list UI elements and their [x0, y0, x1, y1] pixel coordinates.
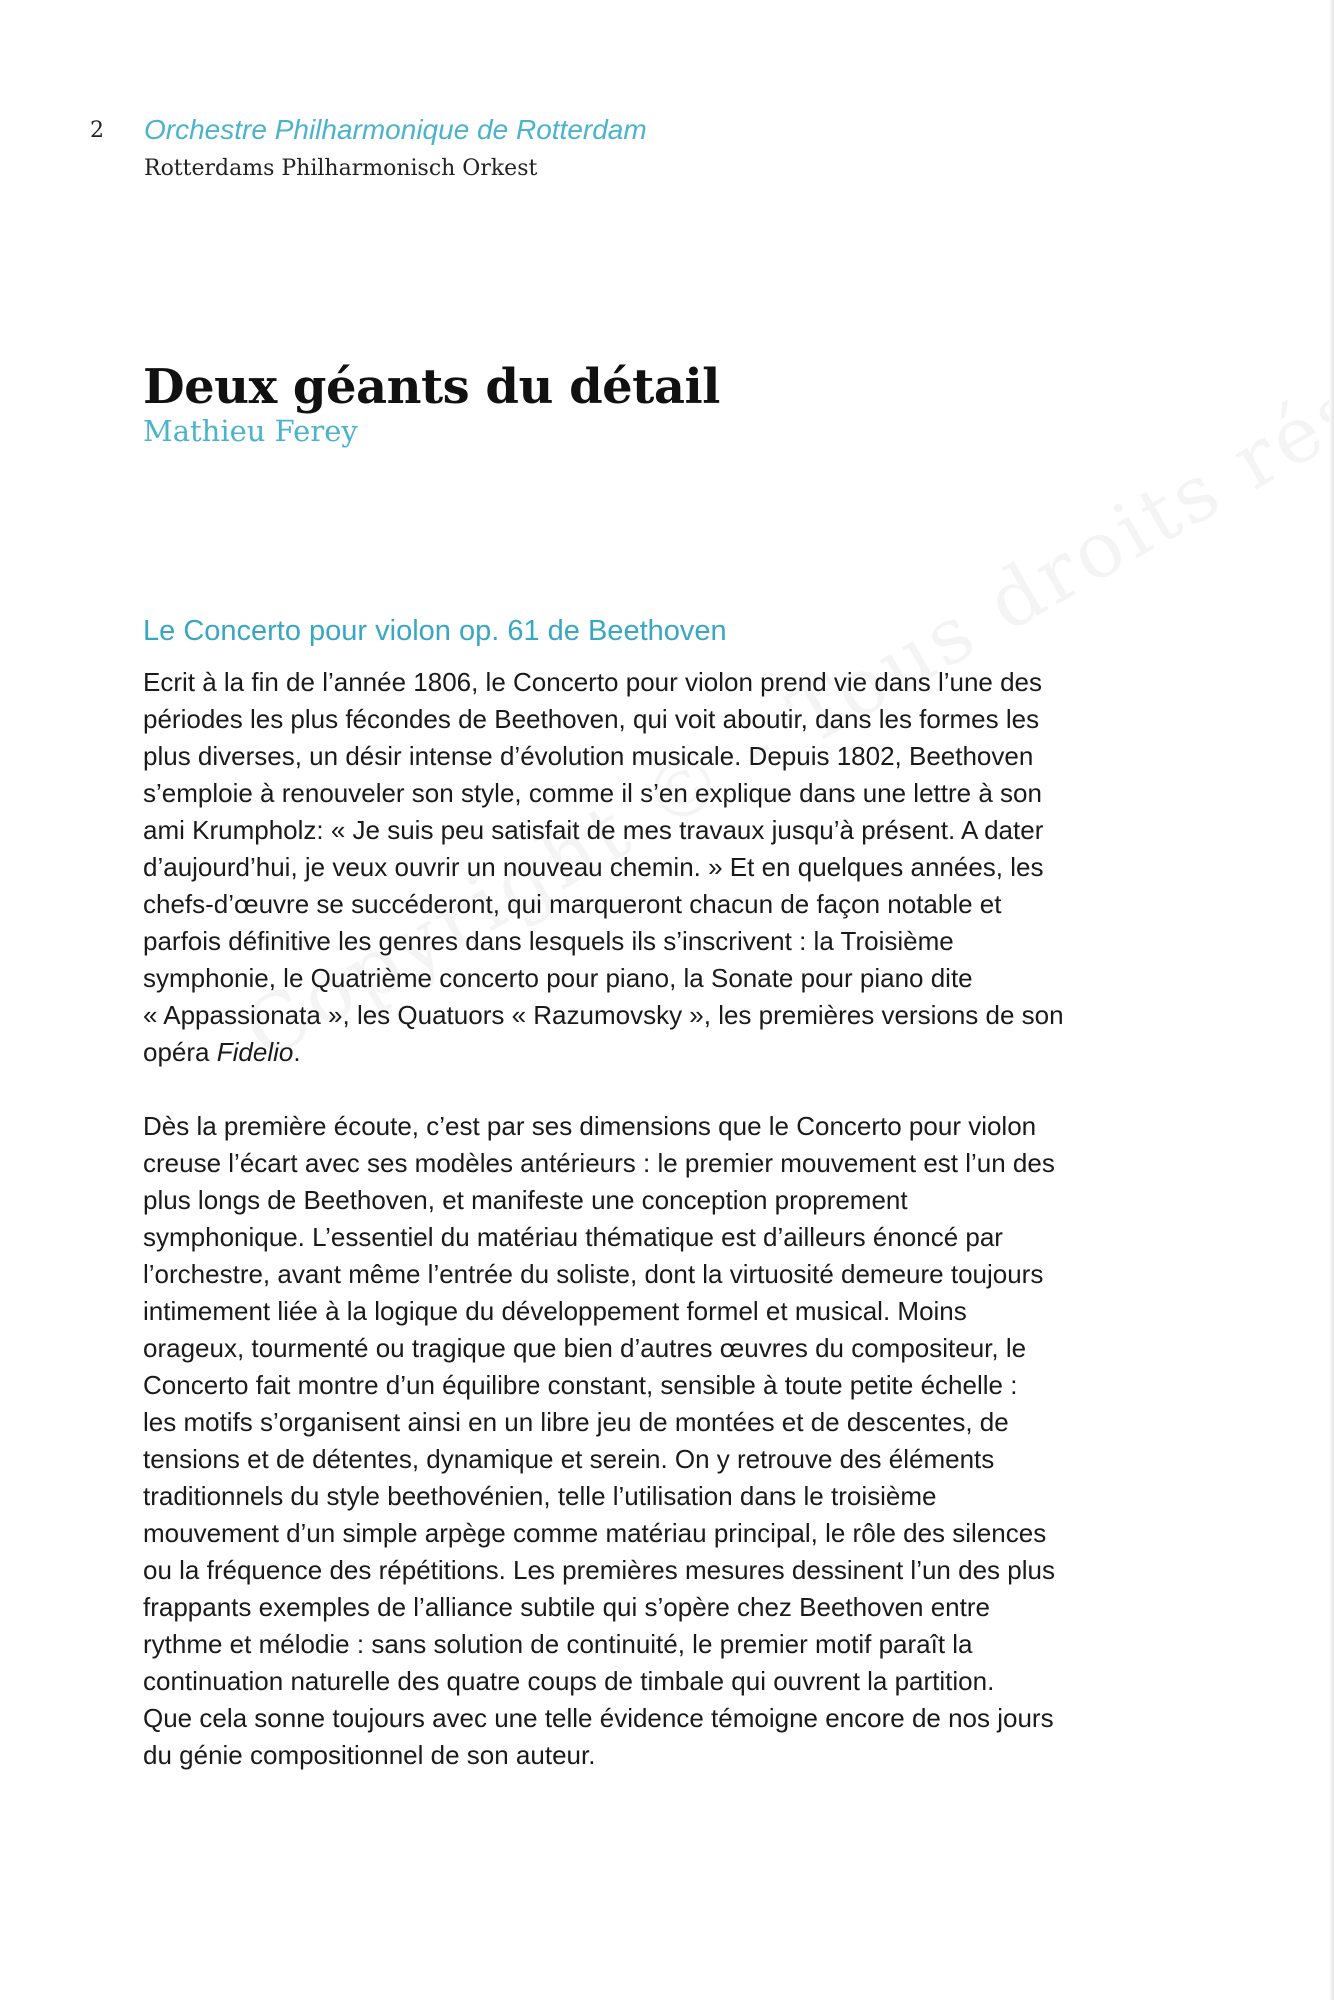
text-line: s’emploie à renouveler son style, comme il s’en explique dans une lettre à son: [143, 778, 1042, 808]
page-number: 2: [90, 118, 104, 143]
article-body: [143, 612, 1203, 1774]
orchestra-name-french: Orchestre Philharmonique de Rotterdam: [144, 114, 647, 145]
text-line: continuation naturelle des quatre coups de timbale qui ouvrent la partition.: [143, 1666, 995, 1696]
text-line: creuse l’écart avec ses modèles antérieurs : le premier mouvement est l’un des: [143, 1148, 1055, 1178]
section-heading: Le Concerto pour violon op. 61 de Beethoven: [143, 615, 727, 647]
text-fragment: opéra: [143, 1037, 217, 1067]
page-edge-shadow: [1329, 0, 1334, 2000]
text-line: ami Krumpholz: « Je suis peu satisfait de mes travaux jusqu’à présent. A dater: [143, 815, 1044, 845]
text-line: orageux, tourmenté ou tragique que bien d’autres œuvres du compositeur, le: [143, 1333, 1027, 1363]
text-line: Ecrit à la fin de l’année 1806, le Concerto pour violon prend vie dans l’une des: [143, 667, 1043, 697]
paragraph-2: [143, 1108, 1203, 1774]
text-line: mouvement d’un simple arpège comme matériau principal, le rôle des silences: [143, 1518, 1047, 1548]
text-line: plus diverses, un désir intense d’évolution musicale. Depuis 1802, Beethoven: [143, 741, 1034, 771]
text-line: du génie compositionnel de son auteur.: [143, 1740, 596, 1770]
text-line: symphonique. L’essentiel du matériau thématique est d’ailleurs énoncé par: [143, 1222, 1003, 1252]
text-line: parfois définitive les genres dans lesquels ils s’inscrivent : la Troisième: [143, 926, 954, 956]
article-title: Deux géants du détail: [143, 359, 720, 415]
text-line: « Appassionata », les Quatuors « Razumovsky », les premières versions de son: [143, 1000, 1064, 1030]
article-author: Mathieu Ferey: [143, 414, 358, 448]
text-line: intimement liée à la logique du développement formel et musical. Moins: [143, 1296, 967, 1326]
orchestra-name-dutch: Rotterdams Philharmonisch Orkest: [144, 156, 538, 181]
paragraph-1: [143, 664, 1203, 1071]
text-line: traditionnels du style beethovénien, telle l’utilisation dans le troisième: [143, 1481, 937, 1511]
opera-title-italic: Fidelio: [216, 1037, 294, 1067]
text-line: périodes les plus fécondes de Beethoven, qui voit aboutir, dans les formes les: [143, 704, 1040, 734]
text-line: chefs-d’œuvre se succéderont, qui marqueront chacun de façon notable et: [143, 889, 1002, 919]
text-line: symphonie, le Quatrième concerto pour piano, la Sonate pour piano dite: [143, 963, 973, 993]
paragraph-spacer: [143, 1071, 1203, 1108]
article-title-block: [143, 360, 720, 448]
text-line: Dès la première écoute, c’est par ses dimensions que le Concerto pour violon: [143, 1111, 1037, 1141]
text-line: les motifs s’organisent ainsi en un libre jeu de montées et de descentes, de: [143, 1407, 1009, 1437]
text-line: plus longs de Beethoven, et manifeste une conception proprement: [143, 1185, 908, 1215]
text-line: Concerto fait montre d’un équilibre constant, sensible à toute petite échelle :: [143, 1370, 1018, 1400]
text-line: rythme et mélodie : sans solution de continuité, le premier motif paraît la: [143, 1629, 973, 1659]
text-line: frappants exemples de l’alliance subtile qui s’opère chez Beethoven entre: [143, 1592, 990, 1622]
text-line: tensions et de détentes, dynamique et serein. On y retrouve des éléments: [143, 1444, 995, 1474]
text-line: Que cela sonne toujours avec une telle évidence témoigne encore de nos jours: [143, 1703, 1054, 1733]
text-line: l’orchestre, avant même l’entrée du soliste, dont la virtuosité demeure toujours: [143, 1259, 1044, 1289]
text-line: ou la fréquence des répétitions. Les premières mesures dessinent l’un des plus: [143, 1555, 1055, 1585]
text-line: d’aujourd’hui, je veux ouvrir un nouveau chemin. » Et en quelques années, les: [143, 852, 1044, 882]
text-line-last: [143, 1034, 1203, 1071]
text-fragment: .: [293, 1037, 301, 1067]
